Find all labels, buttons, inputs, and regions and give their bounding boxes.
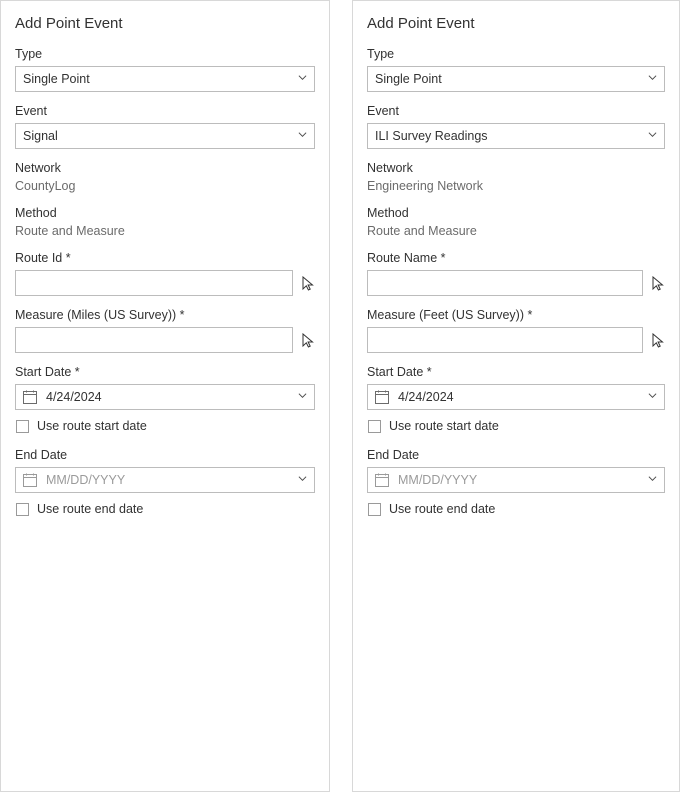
method-label: Method: [367, 206, 409, 220]
use-route-start-date-label: Use route start date: [389, 419, 499, 433]
network-readonly-group: [367, 161, 665, 194]
network-value: Engineering Network: [367, 179, 484, 193]
use-route-start-date-label: Use route start date: [37, 419, 147, 433]
end-date-label: End Date: [15, 448, 68, 462]
event-label: Event: [15, 104, 47, 118]
measure-field-group: [367, 308, 665, 353]
type-label: Type: [15, 47, 43, 61]
event-select-wrap: [367, 123, 665, 149]
select-route-arrow-icon[interactable]: [301, 274, 315, 292]
event-select-wrap: [15, 123, 315, 149]
type-select-wrap: [15, 66, 315, 92]
add-point-event-panel-right: [352, 0, 680, 792]
measure-input[interactable]: [15, 327, 293, 353]
type-select-wrap: [367, 66, 665, 92]
use-route-end-date-row[interactable]: [368, 502, 665, 517]
method-value: Route and Measure: [367, 224, 477, 238]
use-route-end-date-checkbox[interactable]: [368, 503, 381, 516]
select-measure-arrow-icon[interactable]: [301, 331, 315, 349]
network-label: Network: [15, 161, 61, 175]
start-date-input[interactable]: 4/24/2024: [15, 384, 315, 410]
measure-input[interactable]: [367, 327, 643, 353]
end-date-group: [15, 448, 315, 517]
event-field-group: [367, 104, 665, 149]
route-label: Route Id *: [15, 251, 71, 265]
route-input[interactable]: [367, 270, 643, 296]
use-route-start-date-checkbox[interactable]: [16, 420, 29, 433]
start-date-wrap: [15, 384, 315, 410]
network-readonly-group: [15, 161, 315, 194]
end-date-wrap: [15, 467, 315, 493]
page-title: Add Point Event: [367, 15, 475, 32]
network-value: CountyLog: [15, 179, 76, 193]
method-label: Method: [15, 206, 57, 220]
start-date-wrap: [367, 384, 665, 410]
type-field-group: [15, 47, 315, 92]
end-date-input[interactable]: MM/DD/YYYY: [367, 467, 665, 493]
route-field-group: [15, 251, 315, 296]
start-date-label: Start Date *: [15, 365, 80, 379]
end-date-group: [367, 448, 665, 517]
use-route-start-date-row[interactable]: [16, 419, 315, 434]
use-route-end-date-label: Use route end date: [389, 502, 496, 516]
network-label: Network: [367, 161, 413, 175]
route-label: Route Name *: [367, 251, 446, 265]
method-value: Route and Measure: [15, 224, 125, 238]
end-date-input[interactable]: MM/DD/YYYY: [15, 467, 315, 493]
use-route-start-date-row[interactable]: [368, 419, 665, 434]
type-field-group: [367, 47, 665, 92]
type-label: Type: [367, 47, 395, 61]
event-field-group: [15, 104, 315, 149]
start-date-group: [15, 365, 315, 434]
select-route-arrow-icon[interactable]: [651, 274, 665, 292]
use-route-start-date-checkbox[interactable]: [368, 420, 381, 433]
method-readonly-group: [367, 206, 665, 239]
route-input-row: [15, 270, 315, 296]
route-input[interactable]: [15, 270, 293, 296]
start-date-label: Start Date *: [367, 365, 432, 379]
calendar-icon: [23, 390, 37, 404]
end-date-wrap: [367, 467, 665, 493]
measure-field-group: [15, 308, 315, 353]
type-select[interactable]: Single Point: [15, 66, 315, 92]
route-field-group: [367, 251, 665, 296]
type-select[interactable]: Single Point: [367, 66, 665, 92]
calendar-icon: [375, 390, 389, 404]
method-readonly-group: [15, 206, 315, 239]
measure-input-row: [367, 327, 665, 353]
calendar-icon: [375, 473, 389, 487]
page-title: Add Point Event: [15, 15, 123, 32]
select-measure-arrow-icon[interactable]: [651, 331, 665, 349]
event-select[interactable]: Signal: [15, 123, 315, 149]
measure-label: Measure (Feet (US Survey)) *: [367, 308, 533, 322]
add-point-event-panel-left: [0, 0, 330, 792]
calendar-icon: [23, 473, 37, 487]
measure-input-row: [15, 327, 315, 353]
start-date-group: [367, 365, 665, 434]
event-select[interactable]: ILI Survey Readings: [367, 123, 665, 149]
measure-label: Measure (Miles (US Survey)) *: [15, 308, 185, 322]
route-input-row: [367, 270, 665, 296]
event-label: Event: [367, 104, 399, 118]
use-route-end-date-label: Use route end date: [37, 502, 144, 516]
use-route-end-date-row[interactable]: [16, 502, 315, 517]
start-date-input[interactable]: 4/24/2024: [367, 384, 665, 410]
use-route-end-date-checkbox[interactable]: [16, 503, 29, 516]
end-date-label: End Date: [367, 448, 420, 462]
